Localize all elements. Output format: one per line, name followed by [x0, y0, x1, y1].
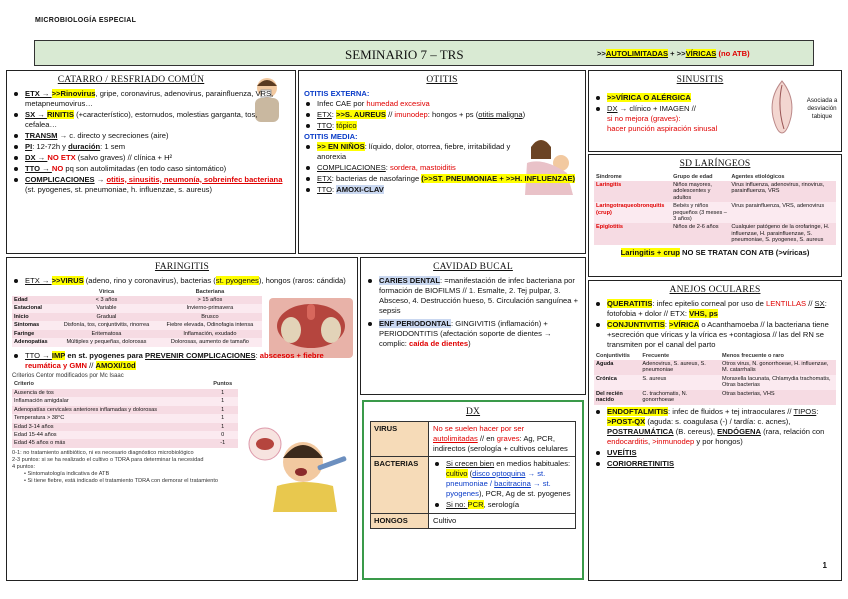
oc-header: Frecuente	[642, 352, 670, 359]
table-row: Edad < 3 años > 15 años	[12, 296, 262, 304]
table-row: Síntomas Disfonía, tos, conjuntivitis, rinorrea Fiebre elevada, Odinofagia intensa	[12, 321, 262, 329]
oculares-coriorretinitis: CORIORRETINITIS	[594, 459, 836, 469]
oculares-endoftalmitis: ENDOFTALMITIS: infec de fluidos + tej intraoculares // TIPOS: >POST-QX (aguda: s. coagulasa (-) / tardía: c. acnes), POSTRAUMÁTICA (B. cereus), ENDÓGENA (rara, relación con endocarditis, >inmunodep y por hongos)	[594, 407, 836, 447]
far-header	[12, 288, 55, 296]
lar-header: Síndrome	[596, 173, 622, 180]
faringitis-title: FARINGITIS	[154, 262, 210, 272]
cavidad-bucal-title: CAVIDAD BUCAL	[433, 262, 513, 272]
centor-block	[12, 373, 238, 485]
otitis-externa-heading: OTITIS EXTERNA:	[304, 88, 370, 98]
catarro-pi: PI: 12-72h y duración: 1 sem	[12, 142, 290, 152]
oc-header: Conjuntivitis	[596, 352, 630, 359]
oculares-uveitis: UVEÍTIS	[594, 448, 836, 458]
catarro-complicaciones: COMPLICACIONES → otitis, sinusitis, neumonía, sobreinfec bacteriana (st. pyogenes, st. pneumoniae, h. influenzae, s. aureus)	[12, 175, 290, 195]
table-row: Faringe Eritematosa Inflamación, exudado	[12, 330, 262, 338]
sinusitis-title: SINUSITIS	[676, 75, 724, 85]
otitis-section	[298, 70, 586, 254]
bucal-caries: CARIES DENTAL: =manifestación de infec bacteriana por formación de BIOFILMS // 1. Esmalte, 2. Tej pulpar, 3. Absceso, 4. Destrucción hueso, 5. Circulación sanguínea + sepsis	[366, 276, 580, 316]
dx-section	[362, 400, 584, 580]
far-header: Bacteriana	[195, 288, 225, 295]
seminar-title: SEMINARIO 7 – TRS	[345, 47, 464, 62]
sinusitis-item-1: >>VÍRICA O ALÉRGICA	[594, 93, 769, 103]
catarro-section	[6, 70, 296, 254]
catarro-dx: DX → NO ETX (salvo graves) // clínica + H²	[12, 153, 290, 163]
otitis-media-heading: OTITIS MEDIA:	[304, 131, 358, 141]
table-row: HONGOS Cultivo	[371, 513, 576, 528]
table-row: Estacional Variable Invierno-primavera	[12, 304, 262, 312]
table-row: BACTERIAS Si crecen bien en medios habituales: cultivo (disco optoquina → st. pneumoniae / bacitracina → st. pyogenes), PCR, Ag de st. pyogenes Si no: PCR, serología	[371, 456, 576, 513]
otitis-med-item-3: ETX: bacterias de nasofaringe (>>ST. PNEUMONIAE + >>H. INFLUENZAE)	[304, 174, 580, 184]
table-row: Adenopatías cervicales anteriores inflamadas y dolorosas 1	[12, 406, 238, 414]
table-row: Ausencia de tos 1	[12, 389, 238, 397]
oculares-queratitis: QUERATITIS: infec epitelio corneal por uso de LENTILLAS // SX: fotofobia + dolor // ETX: VHS, ps	[594, 299, 836, 319]
otitis-title: OTITIS	[426, 75, 458, 85]
faringitis-etx: ETX → >>VIRUS (adeno, rino y coronavirus), bacterias (st. pyogenes), hongos (raros: cándida)	[12, 276, 352, 286]
table-row: Aguda Adenovirus, S. aureus, S. pneumoniae Otros virus, N. gonorrhoeae, H. influenzae, M. catarrhalis	[594, 360, 836, 375]
doc-header: MICROBIOLOGÍA ESPECIAL	[35, 17, 137, 24]
throat-photo-illustration	[269, 298, 353, 358]
table-row: Inflamación amigdalar 1	[12, 397, 238, 405]
laringeos-title: SD LARÍNGEOS	[679, 159, 751, 169]
oc-header: Menos frecuente o raro	[722, 352, 784, 359]
table-row: Crónica S. aureus Moraxella lacunata, Chlamydia trachomatis, Otras bacterias	[594, 375, 836, 390]
table-row: Temperatura > 38°C 1	[12, 414, 238, 422]
table-row: Laringotraqueobronquitis (crup) Bebés y niños pequeños (3 meses – 3 años) Virus parainfluenza, VRS, adenovirus	[594, 202, 836, 223]
table-row: Edad 15-44 años 0	[12, 431, 238, 439]
lar-header: Agentes etiológicos	[731, 173, 785, 180]
catarro-title: CATARRO / RESFRIADO COMÚN	[57, 75, 205, 85]
centor-header: Criterio	[14, 381, 34, 388]
child-throat-exam-illustration	[247, 422, 351, 514]
dx-title: DX	[465, 407, 481, 417]
laringeos-footer: Laringitis + crup NO SE TRATAN CON ATB (>víricas)	[620, 247, 810, 257]
laringeos-table	[594, 173, 836, 245]
page-number: 1	[822, 561, 827, 571]
otitis-ext-item-2: ETX: >>S. AUREUS // imunodep: hongos + ps (otitis maligna)	[304, 110, 580, 120]
catarro-sx: SX → RINITIS (+característico), estornudos, molestias garganta, tos, cefalea…	[12, 110, 290, 130]
dx-bact-2: Si no: PCR, serología	[433, 500, 571, 510]
table-row: Adenopatías Múltiples y pequeñas, dolorosas Dolorosas, aumento de tamaño	[12, 338, 262, 346]
anejos-oculares-title: ANEJOS OCULARES	[669, 285, 761, 295]
table-row: Epiglotitis Niños de 2-6 años Cualquier patógeno de la orofaringe, H. influenzae, H. parainfluenzae, S. pneumoniae, S. pyogenes, S. aureus	[594, 223, 836, 244]
laringeos-section	[588, 154, 842, 277]
faringitis-section	[6, 257, 358, 581]
centor-header: Puntos	[213, 381, 233, 388]
far-header: Vírica	[98, 288, 115, 295]
centor-title: Criterios Centor modificados por Mc Isaac	[12, 372, 124, 379]
faringitis-comparison	[12, 288, 262, 347]
otitis-ext-item-1: Infec CAE por humedad excesiva	[304, 99, 580, 109]
otitis-med-item-4: TTO: AMOXI-CLAV	[304, 185, 580, 195]
faringitis-tto: TTO → IMP en st. pyogenes para PREVENIR COMPLICACIONES: abscesos + fiebre reumática y GMN // AMOXI/10d	[12, 351, 352, 371]
lar-header: Grupo de edad	[673, 173, 713, 180]
dx-bact-1: Si crecen bien en medios habituales: cultivo (disco optoquina → st. pneumoniae / bacitracina → st. pyogenes), PCR, Ag de st. pyogenes	[433, 459, 571, 499]
anejos-oculares-section	[588, 280, 842, 581]
seminar-banner	[34, 40, 814, 66]
centor-table	[12, 380, 238, 447]
seminar-note: >>AUTOLIMITADAS + >>VÍRICAS (no ATB)	[597, 49, 750, 58]
nasal-septum-illustration	[765, 77, 799, 137]
sinusitis-section	[588, 70, 842, 152]
table-row: Edad 3-14 años 1	[12, 423, 238, 431]
conjuntivitis-table	[594, 352, 836, 405]
table-row: Edad 45 años o más -1	[12, 439, 238, 447]
oculares-conjuntivitis: CONJUNTIVITIS: >VÍRICA o Acanthamoeba // la bacteriana tiene +secreción que víricas y la vírica es +contagiosa // las del RN se transmiten por el canal del parto	[594, 320, 836, 350]
catarro-tto: TTO → NO pq son autolimitadas (en todo caso sintomático)	[12, 164, 290, 174]
table-row: VIRUS No se suelen hacer por ser autolimitadas // en graves: Ag, PCR, indirectos (serología + cultivos celulares	[371, 421, 576, 456]
sinusitis-side-note: Asociada a desviación tabique	[806, 97, 838, 121]
centor-notes: 0-1: no tratamiento antibiótico, ni es necesario diagnóstico microbiológico 2-3 puntos: si se ha realizado el cultivo o TDRA para determinar la necesidad 4 puntos: • Sintomatología indicativa de ATB • Si tiene fiebre, está indicado el tratamiento TDRA con demorar el tratamiento	[12, 449, 219, 484]
otitis-ext-item-3: TTO: tópico	[304, 121, 580, 131]
dx-table	[370, 421, 576, 529]
table-row: Del recién nacido C. trachomatis, N. gonorrhoeae Otras bacterias, VHS	[594, 390, 836, 405]
sinusitis-item-2: DX → clínico + IMAGEN // si no mejora (graves): hacer punción aspiración sinusal	[594, 104, 769, 134]
table-row: Inicio Gradual Brusco	[12, 313, 262, 321]
table-row: Laringitis Niños mayores, adolescentes y adultos Virus influenza, adenovirus, rinovirus, parainfluenza, VRS	[594, 181, 836, 202]
catarro-transm: TRANSM → c. directo y secreciones (aire)	[12, 131, 290, 141]
otitis-med-item-2: COMPLICACIONES: sordera, mastoiditis	[304, 163, 524, 173]
otitis-med-item-1: >> EN NIÑOS: líquido, dolor, otorrea, fiebre, irritabilidad y anorexia	[304, 142, 524, 162]
catarro-etx: ETX → >>Rinovirus, gripe, coronavirus, adenovirus, parainfluenza, VRS, metapneumovirus…	[12, 89, 290, 109]
cavidad-bucal-section	[360, 257, 586, 395]
bucal-periodontal: ENF PERIODONTAL: GINGIVITIS (inflamación) + PERIODONTITIS (afectación soporte de dientes → complic: caída de dientes)	[366, 319, 580, 349]
